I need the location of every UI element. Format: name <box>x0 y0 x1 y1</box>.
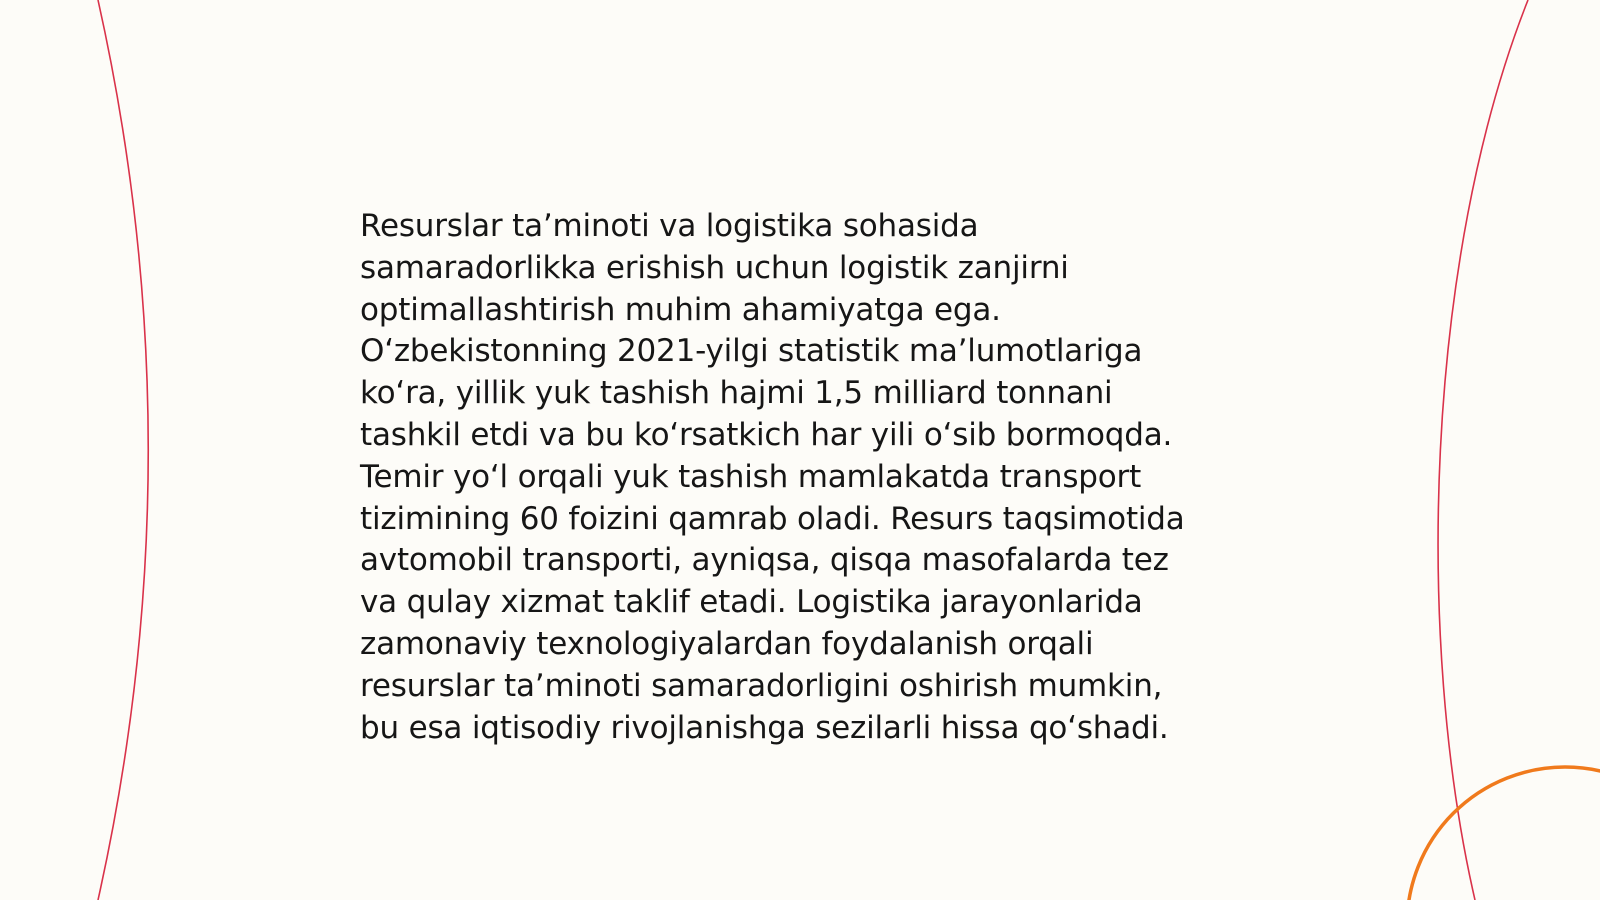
paragraph-line: zamonaviy texnologiyalardan foydalanish orqali <box>360 625 1094 662</box>
paragraph-line: samaradorlikka erishish uchun logistik zanjirni <box>360 249 1069 286</box>
paragraph-line: Temir yo‘l orqali yuk tashish mamlakatda transport <box>360 458 1142 495</box>
right-curved-line <box>1438 0 1528 900</box>
paragraph-line: tashkil etdi va bu ko‘rsatkich har yili o‘sib bormoqda. <box>360 416 1173 453</box>
paragraph-line: O‘zbekistonning 2021-yilgi statistik ma’lumotlariga <box>360 333 1143 370</box>
paragraph-line: tizimining 60 foizini qamrab oladi. Resurs taqsimotida <box>360 500 1185 537</box>
body-paragraph <box>360 206 1260 749</box>
left-curved-line <box>98 0 148 900</box>
paragraph-line: bu esa iqtisodiy rivojlanishga sezilarli hissa qo‘shadi. <box>360 709 1169 746</box>
paragraph-line: resurslar ta’minoti samaradorligini oshirish mumkin, <box>360 667 1163 704</box>
orange-arc <box>1407 767 1600 900</box>
paragraph-line: avtomobil transporti, ayniqsa, qisqa masofalarda tez <box>360 542 1169 579</box>
paragraph-line: va qulay xizmat taklif etadi. Logistika jarayonlarida <box>360 584 1143 621</box>
paragraph-line: optimallashtirish muhim ahamiyatga ega. <box>360 291 1001 328</box>
paragraph-line: Resurslar ta’minoti va logistika sohasida <box>360 208 979 244</box>
paragraph-line: ko‘ra, yillik yuk tashish hajmi 1,5 milliard tonnani <box>360 375 1113 412</box>
